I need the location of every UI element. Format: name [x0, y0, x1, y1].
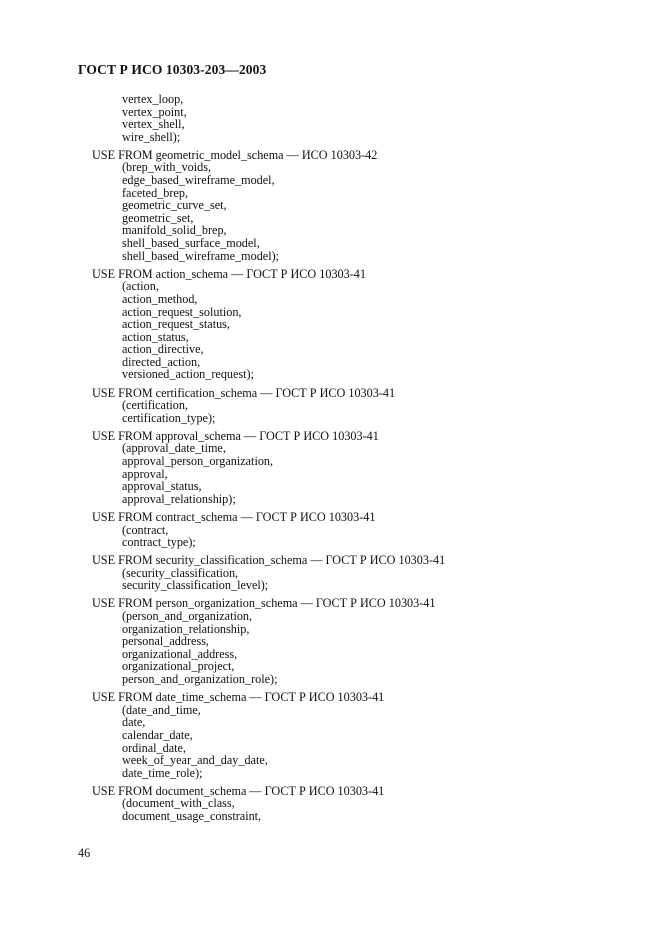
use-block [92, 387, 632, 425]
entity-item: action_request_solution, [122, 304, 242, 319]
entity-item: document_usage_constraint, [122, 808, 262, 823]
entity-item: organization_relationship, [122, 621, 250, 636]
entity-item: (document_with_class, [122, 796, 235, 811]
entity-item: geometric_curve_set, [122, 198, 227, 213]
use-from-line: USE FROM document_schema — ГОСТ Р ИСО 10303-41 [92, 783, 385, 798]
entity-item: date, [122, 715, 146, 730]
page-number: 46 [78, 846, 91, 860]
entity-item: approval_person_organization, [122, 454, 274, 469]
schema-listing [92, 93, 632, 823]
entity-item: vertex_loop, [122, 92, 184, 106]
use-from-line: USE FROM date_time_schema — ГОСТ Р ИСО 10303-41 [92, 690, 385, 705]
entity-item: action_method, [122, 291, 198, 306]
entity-item: personal_address, [122, 634, 209, 649]
entity-item: approval, [122, 466, 168, 481]
entity-item: geometric_set, [122, 210, 194, 225]
use-block [92, 268, 632, 381]
use-from-line: USE FROM certification_schema — ГОСТ Р ИСО 10303-41 [92, 385, 396, 400]
use-block [92, 93, 632, 143]
entity-item: edge_based_wireframe_model, [122, 173, 275, 188]
use-from-line: USE FROM security_classification_schema — ГОСТ Р ИСО 10303-41 [92, 553, 446, 568]
entity-item: directed_action, [122, 354, 201, 369]
entity-item: (date_and_time, [122, 702, 201, 717]
entity-item: organizational_project, [122, 659, 235, 674]
use-from-line: USE FROM action_schema — ГОСТ Р ИСО 10303-41 [92, 266, 366, 281]
entity-item: vertex_point, [122, 104, 187, 119]
entity-item: organizational_address, [122, 646, 238, 661]
entity-item: approval_relationship); [122, 491, 236, 506]
use-from-line: USE FROM geometric_model_schema — ИСО 10303-42 [92, 147, 378, 162]
entity-item: approval_status, [122, 479, 202, 494]
use-from-line: USE FROM contract_schema — ГОСТ Р ИСО 10303-41 [92, 509, 376, 524]
entity-item: action_directive, [122, 342, 204, 357]
use-block [92, 691, 632, 779]
page-header: ГОСТ Р ИСО 10303-203—2003 [78, 62, 267, 77]
use-block [92, 554, 632, 592]
entity-item: action_status, [122, 329, 189, 344]
entity-item: manifold_solid_brep, [122, 223, 227, 238]
entity-item: person_and_organization_role); [122, 672, 278, 687]
entity-item: shell_based_surface_model, [122, 236, 260, 251]
use-block [92, 149, 632, 262]
use-from-line: USE FROM approval_schema — ГОСТ Р ИСО 10303-41 [92, 428, 379, 443]
entity-item: (approval_date_time, [122, 441, 226, 456]
entity-item: (brep_with_voids, [122, 160, 212, 175]
entity-item: versioned_action_request); [122, 367, 254, 382]
entity-item: (person_and_organization, [122, 609, 253, 624]
entity-item: wire_shell); [122, 129, 181, 144]
use-block [92, 430, 632, 506]
entity-item: ordinal_date, [122, 740, 186, 755]
use-block [92, 785, 632, 823]
entity-item: (security_classification, [122, 565, 239, 580]
entity-item: contract_type); [122, 535, 196, 550]
entity-item: (contract, [122, 522, 169, 537]
entity-item: (certification, [122, 398, 188, 413]
entity-item: certification_type); [122, 410, 216, 425]
entity-item: shell_based_wireframe_model); [122, 248, 280, 263]
entity-item: (action, [122, 279, 159, 294]
entity-item: calendar_date, [122, 727, 193, 742]
entity-item: action_request_status, [122, 317, 230, 332]
use-from-line: USE FROM person_organization_schema — ГОСТ Р ИСО 10303-41 [92, 596, 436, 611]
use-block [92, 597, 632, 685]
entity-item: faceted_brep, [122, 185, 188, 200]
use-block [92, 511, 632, 549]
entity-item: date_time_role); [122, 765, 203, 780]
entity-item: security_classification_level); [122, 578, 269, 593]
entity-item: vertex_shell, [122, 117, 185, 132]
entity-item: week_of_year_and_day_date, [122, 753, 268, 768]
